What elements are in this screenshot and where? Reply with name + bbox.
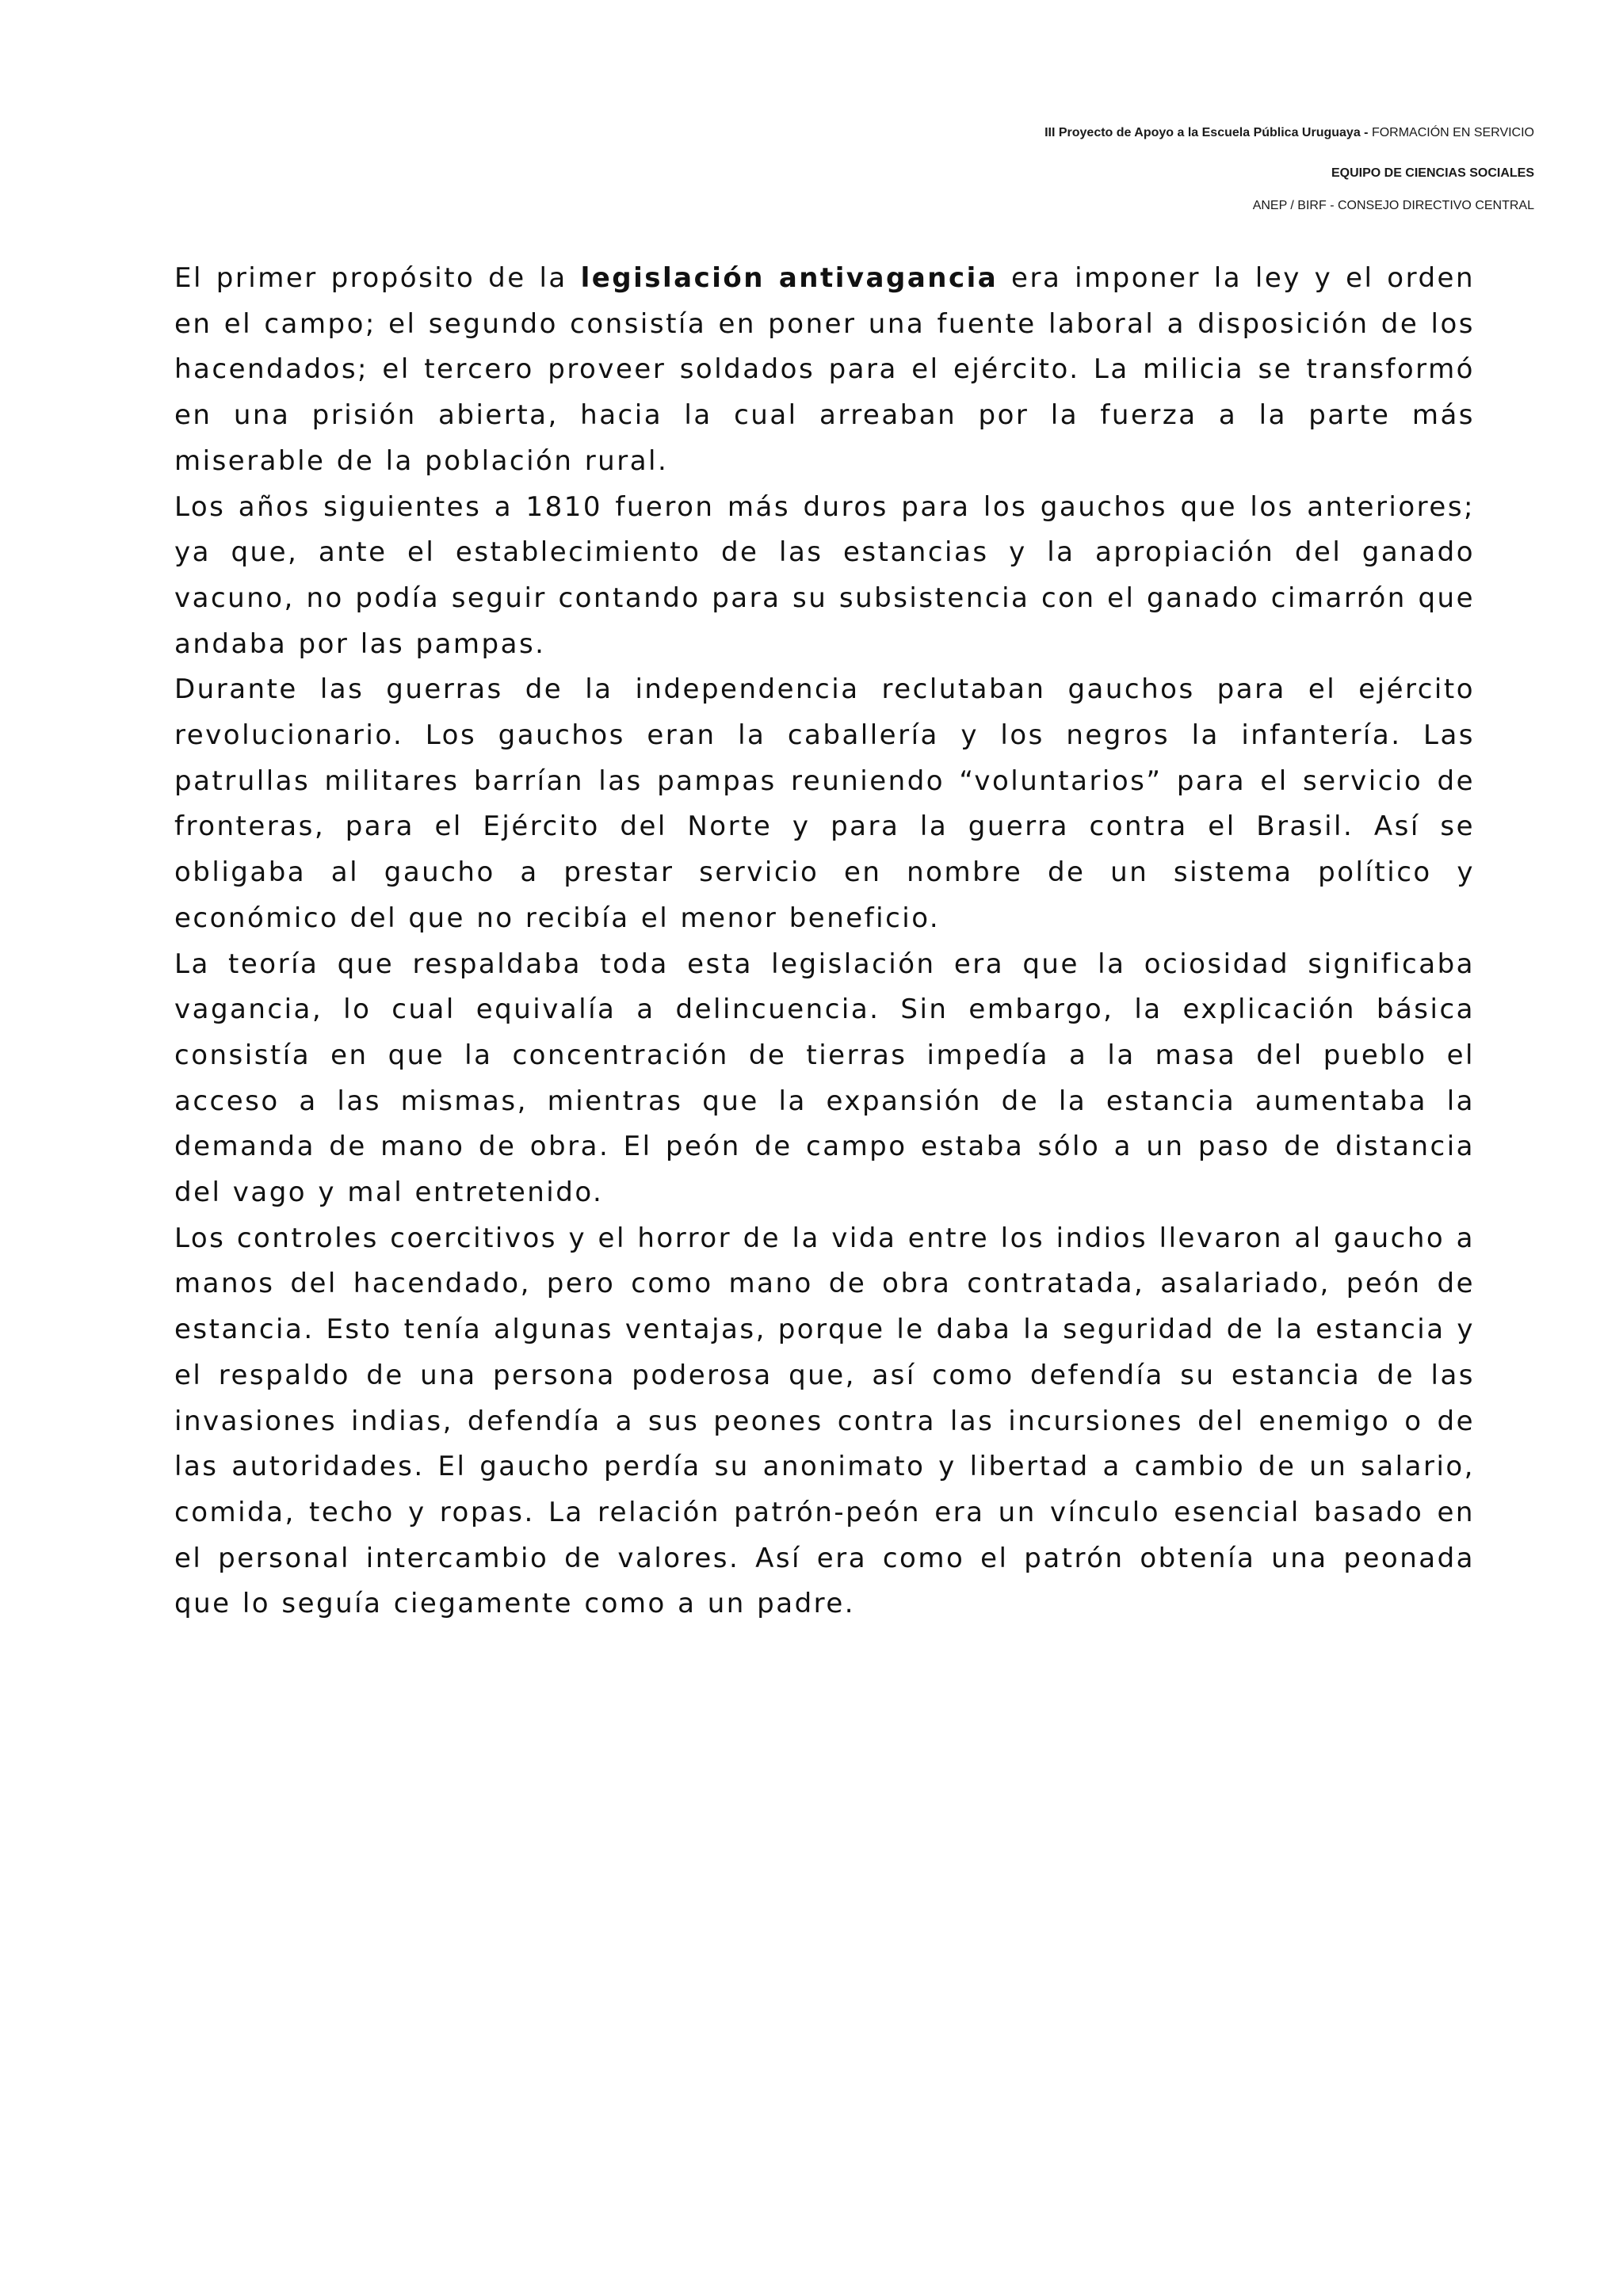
header-project-line <box>1044 127 1534 139</box>
paragraph-5: Los controles coercitivos y el horror de la vida entre los indios llevaron al gaucho a manos del hacendado, pero como mano de obra contratada, asalariado, peón de estancia. Esto tenía algunas ventajas, porque le daba la seguridad de la estancia y el respaldo de una persona poderosa que, así como defendía su estancia de las invasiones indias, defendía a sus peones contra las incursiones del enemigo o de las autoridades. El gaucho perdía su anonimato y libertad a cambio de un salario, comida, techo y ropas. La relación patrón-peón era un vínculo esencial basado en el personal intercambio de valores. Así era como el patrón obtenía una peonada que lo seguía ciegamente como a un padre. <box>174 1222 1475 1620</box>
page-header <box>1044 127 1534 212</box>
paragraph-1 <box>174 256 1475 485</box>
body-text <box>174 256 1475 1627</box>
paragraph-2: Los años siguientes a 1810 fueron más duros para los gauchos que los anteriores; ya que, ante el establecimiento de las estancias y la apropiación del ganado vacuno, no podía seguir contando para su subsistencia con el ganado cimarrón que andaba por las pampas. <box>174 490 1475 660</box>
header-program-name: FORMACIÓN EN SERVICIO <box>1371 126 1534 139</box>
header-team-name: EQUIPO DE CIENCIAS SOCIALES <box>1331 166 1534 180</box>
header-project-name: III Proyecto de Apoyo a la Escuela Pública Uruguaya - <box>1044 126 1372 139</box>
paragraph-3: Durante las guerras de la independencia reclutaban gauchos para el ejército revolucionario. Los gauchos eran la caballería y los negros la infantería. Las patrullas militares barrían las pampas reuniendo “voluntarios” para el servicio de fronteras, para el Ejército del Norte y para la guerra contra el Brasil. Así se obligaba al gaucho a prestar servicio en nombre de un sistema político y económico del que no recibía el menor beneficio. <box>174 673 1475 934</box>
paragraph-1-start: El primer propósito de la <box>174 262 581 294</box>
paragraph-1-rest: era imponer la ley y el orden en el campo; el segundo consistía en poner una fuente laboral a disposición de los hacendados; el tercero proveer soldados para el ejército. La milicia se transformó en una prisión abierta, hacia la cual arreaban por la fuerza a la parte más miserable de la población rural. <box>174 262 1475 477</box>
header-institution: ANEP / BIRF - CONSEJO DIRECTIVO CENTRAL <box>1252 199 1534 212</box>
paragraph-4: La teoría que respaldaba toda esta legislación era que la ociosidad significaba vagancia, lo cual equivalía a delincuencia. Sin embargo, la explicación básica consistía en que la concentración de tierras impedía a la masa del pueblo el acceso a las mismas, mientras que la expansión de la estancia aumentaba la demanda de mano de obra. El peón de campo estaba sólo a un paso de distancia del vago y mal entretenido. <box>174 948 1475 1209</box>
bold-term-legislacion-antivagancia: legislación antivagancia <box>580 262 999 294</box>
